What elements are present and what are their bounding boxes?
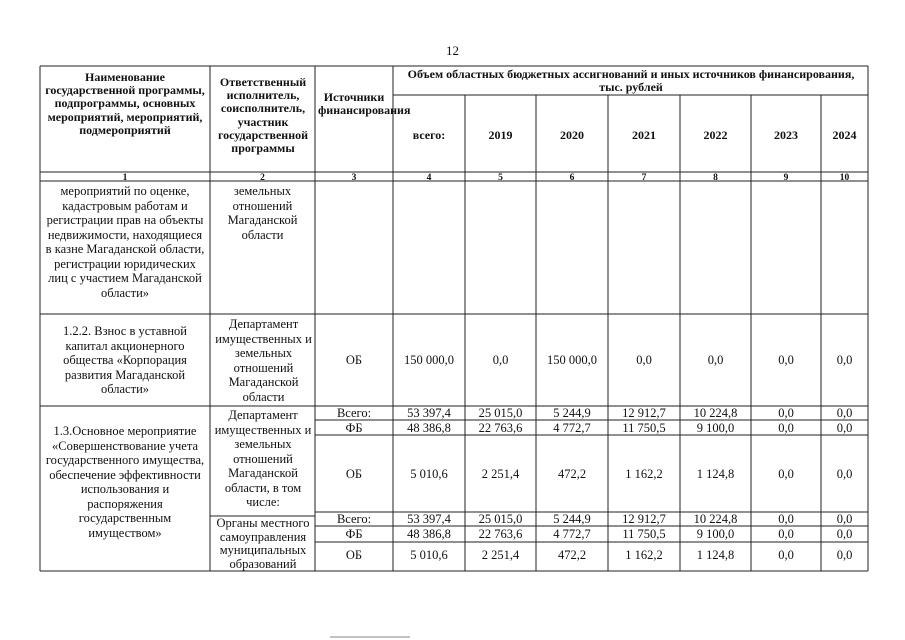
row-122-value-2023: 0,0 [778, 353, 794, 367]
row-13-g1-ob-value: 2 251,4 [481, 467, 520, 481]
row-122-name: 1.2.2. Взнос в уставной капитал акционерного общества «Корпорация развития Магаданской области» [63, 324, 187, 396]
col-number-3: 3 [351, 173, 357, 183]
row-13-g2-ob-value: 0,0 [836, 548, 853, 562]
row-13-g1-ob-value: 1 162,2 [625, 467, 663, 481]
row-122-value-2022: 0,0 [707, 353, 724, 367]
row-13-g1-ob-value: 1 124,8 [696, 467, 735, 481]
row-13-g1-total-value: 25 015,0 [478, 406, 523, 420]
row-13-g1-ob-source: ОБ [345, 467, 363, 481]
header-funding-title: Объем областных бюджетных ассигнований и иных источников финансирования, тыс. рублей [407, 67, 855, 95]
row-13-g1-total-value: 0,0 [836, 406, 853, 420]
row-13-g2-ob-value: 5 010,6 [410, 548, 448, 562]
row-122-source: ОБ [345, 353, 363, 367]
row-13-executor-local-gov: Органы местного самоуправления муниципальных образований [216, 516, 310, 571]
row-13-g1-total-value: 10 224,8 [693, 406, 738, 420]
row-13-g2-fb-value: 9 100,0 [696, 527, 735, 541]
col-number-5: 5 [498, 173, 503, 183]
row-13-g2-fb-value: 0,0 [778, 527, 794, 541]
col-number-8: 8 [713, 173, 718, 183]
row-13-g2-total-source: Всего: [336, 512, 372, 526]
row-continued-name: мероприятий по оценке, кадастровым работам и регистрации прав на объекты недвижимости, находящиеся в казне Магаданской области, регистрации юридических лиц с участием Магаданской области» [45, 184, 205, 300]
row-13-g1-fb-value: 11 750,5 [622, 421, 666, 435]
row-13-g2-ob-value: 472,2 [557, 548, 587, 562]
row-122-executor: Департамент имущественных и земельных отношений Магаданской области [215, 317, 312, 404]
row-13-g2-fb-value: 11 750,5 [622, 527, 666, 541]
row-13-executor-department: Департамент имущественных и земельных отношений Магаданской области, в том числе: [214, 408, 312, 509]
row-13-g1-fb-value: 0,0 [836, 421, 853, 435]
header-year-2023: 2023 [774, 128, 798, 142]
header-executor-col: Ответственный исполнитель, соисполнитель, участник государственной программы [217, 75, 309, 156]
header-year-2021: 2021 [632, 128, 656, 142]
row-13-g2-total-value: 25 015,0 [478, 512, 523, 526]
row-13-g2-fb-value: 0,0 [836, 527, 853, 541]
header-year-total: всего: [412, 128, 446, 142]
row-13-g1-total-source: Всего: [336, 406, 372, 420]
row-13-g2-ob-value: 1 124,8 [696, 548, 735, 562]
header-year-2022: 2022 [703, 128, 728, 142]
row-13-g1-ob-value: 5 010,6 [410, 467, 448, 481]
row-13-g2-total-value: 0,0 [836, 512, 853, 526]
row-13-g2-total-value: 10 224,8 [693, 512, 738, 526]
header-year-2020: 2020 [560, 128, 584, 142]
row-13-g2-total-value: 53 397,4 [407, 512, 451, 526]
row-13-g2-ob-value: 0,0 [778, 548, 794, 562]
row-13-g2-ob-source: ОБ [345, 548, 363, 562]
row-13-g2-total-value: 0,0 [778, 512, 794, 526]
row-13-g1-fb-source: ФБ [345, 421, 363, 435]
header-name-col: Наименование государственной программы, подпрограммы, основных мероприятий, мероприятий, подмероприятий [45, 70, 205, 137]
row-13-g2-fb-value: 22 763,6 [478, 527, 523, 541]
row-122-value-2019: 0,0 [492, 353, 509, 367]
row-13-g1-fb-value: 4 772,7 [553, 421, 591, 435]
col-number-1: 1 [122, 173, 128, 183]
col-number-2: 2 [260, 173, 265, 183]
row-13-g2-fb-source: ФБ [345, 527, 363, 541]
header-source-col: Источники финансирования [318, 90, 411, 118]
row-13-g2-fb-value: 4 772,7 [553, 527, 591, 541]
page-number: 12 [446, 43, 459, 58]
col-number-7: 7 [641, 173, 647, 183]
row-13-g1-total-value: 5 244,9 [553, 406, 591, 420]
row-13-g1-ob-value: 0,0 [778, 467, 794, 481]
row-13-g1-total-value: 53 397,4 [407, 406, 451, 420]
col-number-6: 6 [569, 173, 575, 183]
row-13-g1-total-value: 0,0 [778, 406, 794, 420]
row-122-value-2024: 0,0 [836, 353, 853, 367]
row-13-g1-fb-value: 0,0 [778, 421, 794, 435]
header-year-2019: 2019 [488, 128, 513, 142]
row-13-g1-ob-value: 0,0 [836, 467, 853, 481]
row-13-g2-total-value: 12 912,7 [622, 512, 666, 526]
col-number-10: 10 [839, 173, 850, 183]
col-number-9: 9 [783, 173, 789, 183]
header-year-2024: 2024 [832, 128, 857, 142]
row-continued-executor: земельных отношений Магаданской области [227, 184, 298, 242]
row-13-name: 1.3.Основное мероприятие «Совершенствование учета государственного имущества, обеспечение эффективности использования и распоряжения государственным имуществом» [45, 424, 205, 540]
row-13-g1-fb-value: 22 763,6 [478, 421, 523, 435]
row-13-g2-fb-value: 48 386,8 [407, 527, 451, 541]
row-122-value-2021: 0,0 [636, 353, 652, 367]
row-13-g1-fb-value: 9 100,0 [696, 421, 735, 435]
row-13-g2-total-value: 5 244,9 [553, 512, 591, 526]
row-122-value-total: 150 000,0 [404, 353, 454, 367]
row-13-g1-total-value: 12 912,7 [622, 406, 666, 420]
row-13-g2-ob-value: 1 162,2 [625, 548, 663, 562]
row-122-value-2020: 150 000,0 [547, 353, 597, 367]
col-number-4: 4 [426, 173, 432, 183]
scan-artifact [330, 636, 410, 638]
row-13-g1-fb-value: 48 386,8 [407, 421, 451, 435]
row-13-g2-ob-value: 2 251,4 [481, 548, 520, 562]
row-13-g1-ob-value: 472,2 [557, 467, 587, 481]
